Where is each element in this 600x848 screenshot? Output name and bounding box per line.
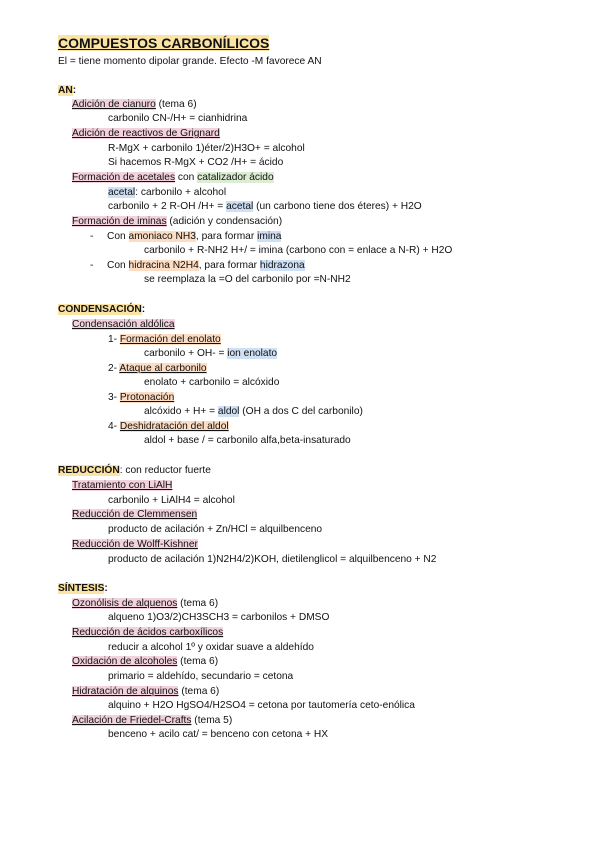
clemmensen-line: producto de acilación + Zn/HCl = alquilbenceno (108, 524, 323, 535)
step-3-line: alcóxido + H+ = aldol (OH a dos C del carbonilo) (144, 406, 363, 417)
step-4: 4- Deshidratación del aldol (108, 421, 229, 432)
grignard-line-1: R-MgX + carbonilo 1)éter/2)H3O+ = alcohol (108, 143, 305, 154)
acetales-line-1: acetal: carbonilo + alcohol (108, 187, 227, 198)
subheading-clemmensen: Reducción de Clemmensen (72, 509, 198, 520)
friedel-crafts-line: benceno + acilo cat/ = benceno con cetona + HX (108, 729, 329, 740)
subheading-friedel-crafts: Acilación de Friedel-Crafts (tema 5) (72, 715, 233, 726)
step-1-line: carbonilo + OH- = ion enolato (144, 348, 278, 359)
step-2-line: enolato + carbonilo = alcóxido (144, 377, 280, 388)
step-2: 2- Ataque al carbonilo (108, 363, 207, 374)
subheading-cianuro: Adición de cianuro (tema 6) (72, 99, 197, 110)
acetales-line-2: carbonilo + 2 R-OH /H+ = acetal (un carbono tiene dos éteres) + H2O (108, 201, 422, 212)
subheading-liaih: Tratamiento con LiAlH (72, 480, 173, 491)
liaih-line: carbonilo + LiAlH4 = alcohol (108, 495, 235, 506)
section-heading-sintesis: SÍNTESIS: (58, 583, 108, 594)
oxidacion-line: primario = aldehído, secundario = cetona (108, 671, 294, 682)
hidratacion-line: alquino + H2O HgSO4/H2SO4 = cetona por tautomería ceto-enólica (108, 700, 415, 711)
section-heading-reduccion: REDUCCIÓN: con reductor fuerte (58, 465, 211, 476)
section-heading-condensacion: CONDENSACIÓN: (58, 304, 146, 315)
cianuro-line: carbonilo CN-/H+ = cianhidrina (108, 113, 248, 124)
subheading-oxidacion: Oxidación de alcoholes (tema 6) (72, 656, 219, 667)
subheading-grignard: Adición de reactivos de Grignard (72, 128, 220, 139)
subheading-wolff-kishner: Reducción de Wolff-Kishner (72, 539, 198, 550)
bullet-dash: - (90, 260, 94, 271)
reduccion-acidos-line: reducir a alcohol 1º y oxidar suave a aldehído (108, 642, 314, 653)
iminas-bullet-2: - Con hidracina N2H4, para formar hidrazona (90, 260, 305, 271)
step-1: 1- Formación del enolato (108, 334, 221, 345)
iminas-bullet-1: - Con amoniaco NH3, para formar imina (90, 231, 282, 242)
intro-text: El = tiene momento dipolar grande. Efecto -M favorece AN (58, 56, 322, 67)
iminas-line-1: carbonilo + R-NH2 H+/ = imina (carbono con = enlace a N-R) + H2O (144, 245, 453, 256)
step-4-line: aldol + base / = carbonilo alfa,beta-insaturado (144, 435, 351, 446)
subheading-iminas: Formación de iminas (adición y condensación) (72, 216, 283, 227)
section-heading-an: AN: (58, 85, 77, 96)
subheading-reduccion-acidos: Reducción de ácidos carboxílicos (72, 627, 224, 638)
iminas-line-2: se reemplaza la =O del carbonilo por =N-NH2 (144, 274, 351, 285)
step-3: 3- Protonación (108, 392, 175, 403)
subheading-ozonolisis: Ozonólisis de alquenos (tema 6) (72, 598, 219, 609)
grignard-line-2: Si hacemos R-MgX + CO2 /H+ = ácido (108, 157, 284, 168)
page-title: COMPUESTOS CARBONÍLICOS (58, 35, 270, 51)
ozonolisis-line: alqueno 1)O3/2)CH3SCH3 = carbonilos + DMSO (108, 612, 330, 623)
subheading-hidratacion: Hidratación de alquinos (tema 6) (72, 686, 220, 697)
subheading-aldolica: Condensación aldólica (72, 319, 175, 330)
wolff-kishner-line: producto de acilación 1)N2H4/2)KOH, dietilenglicol = alquilbenceno + N2 (108, 554, 437, 565)
bullet-dash: - (90, 231, 94, 242)
subheading-acetales: Formación de acetales con catalizador ácido (72, 172, 274, 183)
